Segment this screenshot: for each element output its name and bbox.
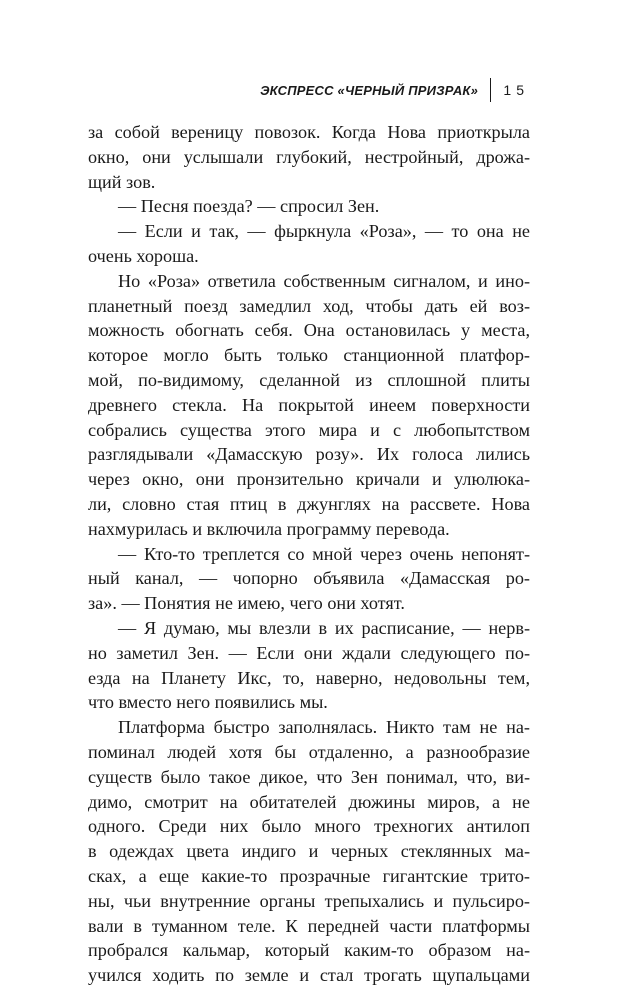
text-line: существ было такое дикое, что Зен понимал, что, ви- bbox=[88, 766, 530, 787]
text-line: за собой вереницу повозок. Когда Нова приоткрыла bbox=[88, 122, 530, 142]
text-line: которое могло быть только станционной платфор- bbox=[88, 345, 530, 366]
text-line: собрались существа этого мира и с любопытством bbox=[88, 419, 530, 440]
text-line: но заметил Зен. — Если они ждали следующего по- bbox=[88, 642, 530, 663]
text-line: езда на Планету Икс, то, наверно, недовольны тем, bbox=[88, 667, 530, 688]
text-line: очень хороша. bbox=[88, 245, 199, 266]
text-line: древнего стекла. На покрытой инеем поверхности bbox=[88, 394, 530, 415]
text-line: — Если и так, — фыркнула «Роза», — то она не bbox=[118, 221, 530, 242]
text-line: ный канал, — чопорно объявила «Дамасская ро- bbox=[88, 568, 530, 589]
text-line: планетный поезд замедлил ход, чтобы дать ей воз- bbox=[88, 295, 530, 316]
text-line: одного. Среди них было много трехногих антилоп bbox=[88, 816, 530, 837]
book-title: ЭКСПРЕСС «ЧЕРНЫЙ ПРИЗРАК» bbox=[260, 82, 479, 98]
header-divider bbox=[490, 78, 491, 102]
running-head bbox=[260, 78, 529, 102]
text-line: мой, по-видимому, сделанной из сплошной плиты bbox=[88, 369, 530, 390]
text-line: щий зов. bbox=[88, 171, 156, 192]
text-line: — Кто-то треплется со мной через очень непонят- bbox=[118, 543, 530, 564]
page-number: 15 bbox=[503, 82, 529, 98]
text-line: — Песня поезда? — спросил Зен. bbox=[118, 196, 380, 217]
text-line: сках, а еще какие-то прозрачные гигантские трито- bbox=[88, 865, 530, 886]
text-line: за». — Понятия не имею, чего они хотят. bbox=[88, 593, 405, 614]
text-line: димо, смотрит на обитателей дюжины миров, а не bbox=[88, 791, 530, 812]
text-line: ны, чьи внутренние органы трепыхались и пульсиро- bbox=[88, 890, 530, 911]
text-line: пробрался кальмар, который каким-то образом на- bbox=[88, 940, 530, 961]
text-line: поминал людей хотя бы отдаленно, а разнообразие bbox=[88, 741, 530, 762]
text-line: Но «Роза» ответила собственным сигналом, и ино- bbox=[118, 270, 530, 291]
text-line: ли, словно стая птиц в джунглях на рассвете. Нова bbox=[88, 493, 530, 514]
text-line: разглядывали «Дамасскую розу». Их голоса лились bbox=[88, 444, 530, 465]
page-body bbox=[88, 120, 530, 988]
text-line: нахмурилась и включила программу перевода. bbox=[88, 518, 450, 539]
text-line: — Я думаю, мы влезли в их расписание, — нерв- bbox=[118, 617, 530, 638]
text-line: что вместо него появились мы. bbox=[88, 692, 328, 713]
text-line: в одеждах цвета индиго и черных стеклянных ма- bbox=[88, 841, 530, 862]
text-line: через окно, они пронзительно кричали и улюлюка- bbox=[88, 469, 530, 490]
text-line: учился ходить по земле и стал трогать щупальцами bbox=[88, 965, 530, 986]
text-line: вали в туманном теле. К передней части платформы bbox=[88, 915, 530, 936]
text-line: Платформа быстро заполнялась. Никто там не на- bbox=[118, 717, 530, 738]
text-line: можность обогнать себя. Она остановилась у места, bbox=[88, 320, 530, 341]
text-line: окно, они услышали глубокий, нестройный, дрожа- bbox=[88, 146, 530, 167]
